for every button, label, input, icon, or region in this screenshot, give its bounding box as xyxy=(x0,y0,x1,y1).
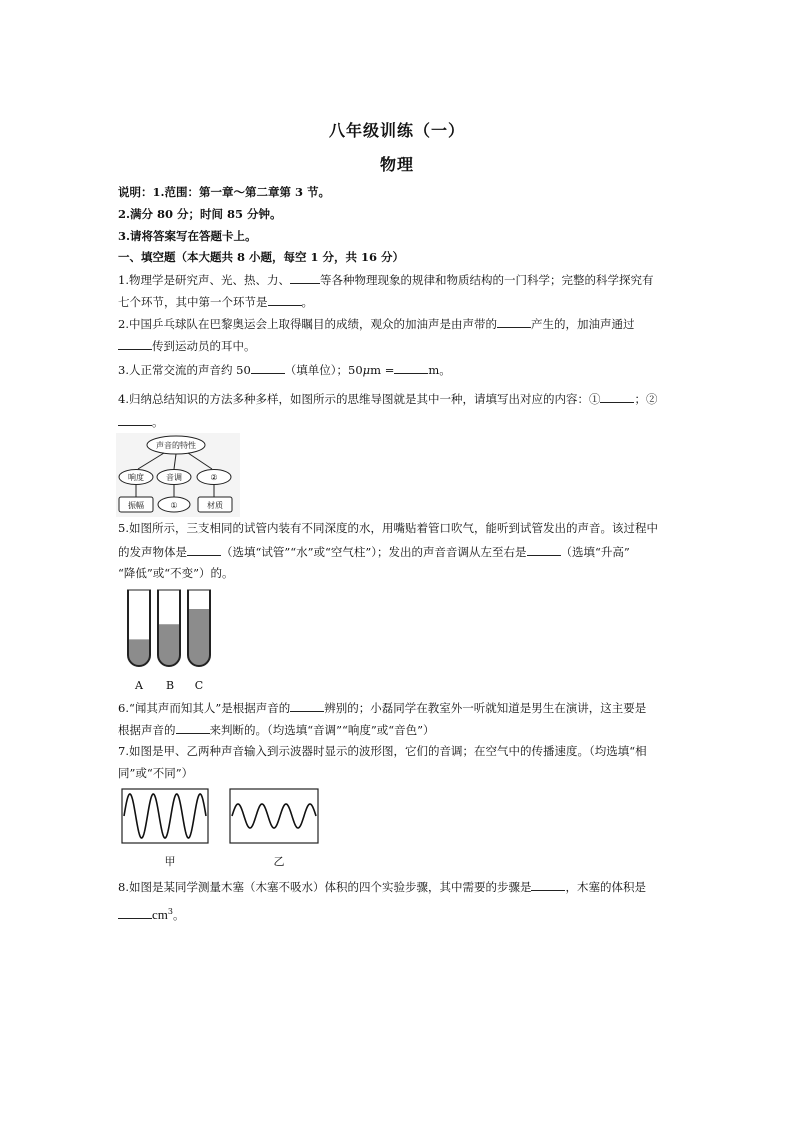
question-1-line-1 xyxy=(118,271,653,288)
answer-blank[interactable] xyxy=(251,361,285,374)
note-line-1: 说明：1.范围：第一章～第二章第 3 节。 xyxy=(118,185,331,199)
note-line-3: 3.请将答案写在答题卡上。 xyxy=(118,229,257,243)
tube-label-a: A xyxy=(135,679,143,692)
q4-text-c: 。 xyxy=(152,415,164,429)
answer-blank[interactable] xyxy=(187,543,221,556)
q3-mu: μ xyxy=(362,363,371,377)
tube-label-c: C xyxy=(194,679,204,692)
q8-unit: cm xyxy=(152,907,168,922)
answer-blank[interactable] xyxy=(118,413,152,426)
wave-label-yi: 乙 xyxy=(273,855,285,868)
answer-blank[interactable] xyxy=(118,337,152,350)
answer-blank[interactable] xyxy=(290,271,320,284)
question-6-line-1 xyxy=(118,699,646,716)
answer-blank[interactable] xyxy=(527,543,561,556)
question-2-line-1 xyxy=(118,315,634,332)
q2-text-b: 产生的，加油声通过 xyxy=(530,317,635,331)
q4-text-a: 4.归纳总结知识的方法多种多样，如图所示的思维导图就是其中一种，请填写出对应的内容：① xyxy=(118,392,601,406)
question-8-line-1 xyxy=(118,878,646,895)
waveform-figure xyxy=(118,786,328,870)
answer-blank[interactable] xyxy=(176,721,210,734)
answer-blank[interactable] xyxy=(268,293,302,306)
q5-text-a: 的发声物体是 xyxy=(118,545,187,559)
question-7-line-2: 同”或“不同”） xyxy=(118,766,194,780)
page-title: 八年级训练（一） xyxy=(328,121,465,140)
c3-label: 材质 xyxy=(207,501,223,510)
answer-blank[interactable] xyxy=(600,390,634,403)
q8-text-end: 。 xyxy=(172,908,185,922)
q1-text-d: 。 xyxy=(301,295,313,309)
question-6-line-2 xyxy=(118,721,435,738)
q6-text-a: 6.“闻其声而知其人”是根据声音的 xyxy=(118,701,291,715)
q3-text-c: m = xyxy=(370,363,395,377)
q1-text-c: 七个环节，其中第一个环节是 xyxy=(118,295,268,309)
question-2-line-2 xyxy=(118,337,256,354)
question-7-line-1: 7.如图是甲、乙两种声音输入到示波器时显示的波形图，它们的音调；在空气中的传播速度。（均选填“相 xyxy=(118,744,647,758)
section-heading: 一、填空题（本大题共 8 小题，每空 1 分，共 16 分） xyxy=(118,250,405,264)
tube-label-b: B xyxy=(165,679,175,692)
answer-blank[interactable] xyxy=(118,906,152,919)
mind-map-diagram xyxy=(116,433,240,517)
answer-blank[interactable] xyxy=(290,699,324,712)
c1-label: 振幅 xyxy=(128,501,144,510)
tube-water xyxy=(188,609,210,666)
answer-blank[interactable] xyxy=(394,361,428,374)
q6-text-c: 根据声音的 xyxy=(118,723,176,737)
q4-text-b: ；② xyxy=(634,392,658,406)
n1-label: 响度 xyxy=(128,473,144,482)
question-8-line-2 xyxy=(118,906,184,923)
wave-label-jia: 甲 xyxy=(164,855,176,868)
q5-text-b: （选填“试管”“水”或“空气柱”）；发出的声音音调从左至右是 xyxy=(221,545,527,559)
q6-text-b: 辨别的；小磊同学在教室外一听就知道是男生在演讲，这主要是 xyxy=(324,701,647,715)
q8-unit-exponent: 3 xyxy=(167,907,173,917)
q2-text-c: 传到运动员的耳中。 xyxy=(152,339,256,353)
q1-text-a: 1.物理学是研究声、光、热、力、 xyxy=(118,273,290,287)
question-1-line-2 xyxy=(118,293,313,310)
tube-water xyxy=(158,624,180,666)
n2-label: 音调 xyxy=(166,473,182,482)
question-5-line-1: 5.如图所示，三支相同的试管内装有不同深度的水，用嘴贴着管口吹气，能听到试管发出的声音。该过程中 xyxy=(118,521,658,535)
q3-text-b: （填单位）；50 xyxy=(284,363,363,377)
q8-text-b: ，木塞的体积是 xyxy=(565,880,646,894)
c2-label: ① xyxy=(170,501,178,510)
q3-text-d: m。 xyxy=(428,363,451,377)
question-3 xyxy=(118,361,451,378)
question-5-line-3: “降低”或“不变”）的。 xyxy=(118,566,234,580)
q8-text-a: 8.如图是某同学测量木塞（木塞不吸水）体积的四个实验步骤，其中需要的步骤是 xyxy=(118,880,532,894)
question-5-line-2 xyxy=(118,543,630,560)
answer-blank[interactable] xyxy=(531,878,565,891)
q5-text-c: （选填“升高” xyxy=(560,545,630,559)
answer-blank[interactable] xyxy=(497,315,531,328)
q6-text-d: 来判断的。（均选填“音调”“响度”或“音色”） xyxy=(209,723,435,737)
q3-text-a: 3.人正常交流的声音约 50 xyxy=(118,363,251,377)
question-4-line-1 xyxy=(118,390,657,407)
root-label: 声音的特性 xyxy=(156,441,196,450)
n3-label: ② xyxy=(210,473,218,482)
question-4-line-2 xyxy=(118,413,164,430)
subject-title: 物理 xyxy=(379,155,414,174)
scope-frame-jia xyxy=(122,789,208,843)
q2-text-a: 2.中国乒乓球队在巴黎奥运会上取得瞩目的成绩，观众的加油声是由声带的 xyxy=(118,317,497,331)
test-tubes-figure xyxy=(118,586,218,694)
note-line-2: 2.满分 80 分；时间 85 分钟。 xyxy=(118,207,282,221)
q1-text-b: 等各种物理现象的规律和物质结构的一门科学；完整的科学探究有 xyxy=(319,273,654,287)
